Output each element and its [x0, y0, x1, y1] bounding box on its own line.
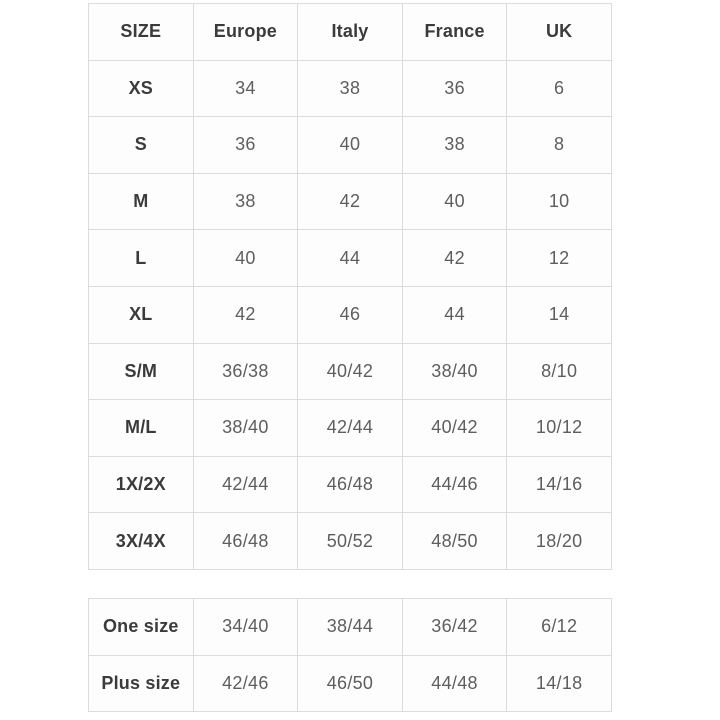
size-value-cell: 44/48 — [402, 655, 507, 712]
size-label-cell: L — [89, 230, 194, 287]
size-value-cell: 38 — [298, 60, 403, 117]
table-row — [89, 655, 612, 712]
size-label-cell: XS — [89, 60, 194, 117]
size-value-cell: 42/44 — [193, 456, 298, 513]
size-value-cell: 14 — [507, 286, 612, 343]
size-value-cell: 38/40 — [193, 400, 298, 457]
column-header-france: France — [402, 4, 507, 61]
table-row — [89, 117, 612, 174]
size-value-cell: 6 — [507, 60, 612, 117]
size-label-cell: One size — [89, 599, 194, 656]
size-value-cell: 46/48 — [298, 456, 403, 513]
column-header-europe: Europe — [193, 4, 298, 61]
size-label-cell: M/L — [89, 400, 194, 457]
size-value-cell: 40 — [402, 173, 507, 230]
size-label-cell: XL — [89, 286, 194, 343]
size-value-cell: 42 — [298, 173, 403, 230]
size-value-cell: 46/48 — [193, 513, 298, 570]
size-value-cell: 8/10 — [507, 343, 612, 400]
size-value-cell: 12 — [507, 230, 612, 287]
size-value-cell: 38/40 — [402, 343, 507, 400]
size-value-cell: 46/50 — [298, 655, 403, 712]
size-value-cell: 18/20 — [507, 513, 612, 570]
size-value-cell: 36 — [193, 117, 298, 174]
size-value-cell: 40/42 — [298, 343, 403, 400]
size-value-cell: 34 — [193, 60, 298, 117]
table-row — [89, 513, 612, 570]
size-value-cell: 8 — [507, 117, 612, 174]
size-value-cell: 42 — [402, 230, 507, 287]
table-row — [89, 60, 612, 117]
column-header-size: SIZE — [89, 4, 194, 61]
size-value-cell: 10/12 — [507, 400, 612, 457]
special-sizes-table-body — [89, 599, 612, 712]
column-header-uk: UK — [507, 4, 612, 61]
size-value-cell: 42/46 — [193, 655, 298, 712]
table-row — [89, 230, 612, 287]
size-value-cell: 36 — [402, 60, 507, 117]
size-value-cell: 40 — [193, 230, 298, 287]
size-value-cell: 10 — [507, 173, 612, 230]
size-value-cell: 46 — [298, 286, 403, 343]
size-value-cell: 40 — [298, 117, 403, 174]
size-value-cell: 48/50 — [402, 513, 507, 570]
size-label-cell: S — [89, 117, 194, 174]
size-value-cell: 6/12 — [507, 599, 612, 656]
table-row — [89, 286, 612, 343]
size-value-cell: 40/42 — [402, 400, 507, 457]
table-row — [89, 456, 612, 513]
special-sizes-table — [88, 598, 612, 712]
size-value-cell: 42 — [193, 286, 298, 343]
size-value-cell: 44/46 — [402, 456, 507, 513]
size-conversion-table — [88, 3, 612, 570]
column-header-italy: Italy — [298, 4, 403, 61]
table-row — [89, 599, 612, 656]
size-value-cell: 50/52 — [298, 513, 403, 570]
size-value-cell: 38 — [402, 117, 507, 174]
size-label-cell: 1X/2X — [89, 456, 194, 513]
table-row — [89, 173, 612, 230]
table-row — [89, 400, 612, 457]
size-value-cell: 42/44 — [298, 400, 403, 457]
size-value-cell: 34/40 — [193, 599, 298, 656]
size-conversion-table-body — [89, 60, 612, 569]
table-row — [89, 343, 612, 400]
size-conversion-table-header — [89, 4, 612, 61]
size-value-cell: 36/42 — [402, 599, 507, 656]
size-value-cell: 44 — [298, 230, 403, 287]
size-value-cell: 38 — [193, 173, 298, 230]
size-value-cell: 36/38 — [193, 343, 298, 400]
size-label-cell: S/M — [89, 343, 194, 400]
header-row — [89, 4, 612, 61]
size-label-cell: Plus size — [89, 655, 194, 712]
size-value-cell: 14/18 — [507, 655, 612, 712]
size-value-cell: 44 — [402, 286, 507, 343]
size-label-cell: M — [89, 173, 194, 230]
size-value-cell: 38/44 — [298, 599, 403, 656]
size-value-cell: 14/16 — [507, 456, 612, 513]
size-label-cell: 3X/4X — [89, 513, 194, 570]
